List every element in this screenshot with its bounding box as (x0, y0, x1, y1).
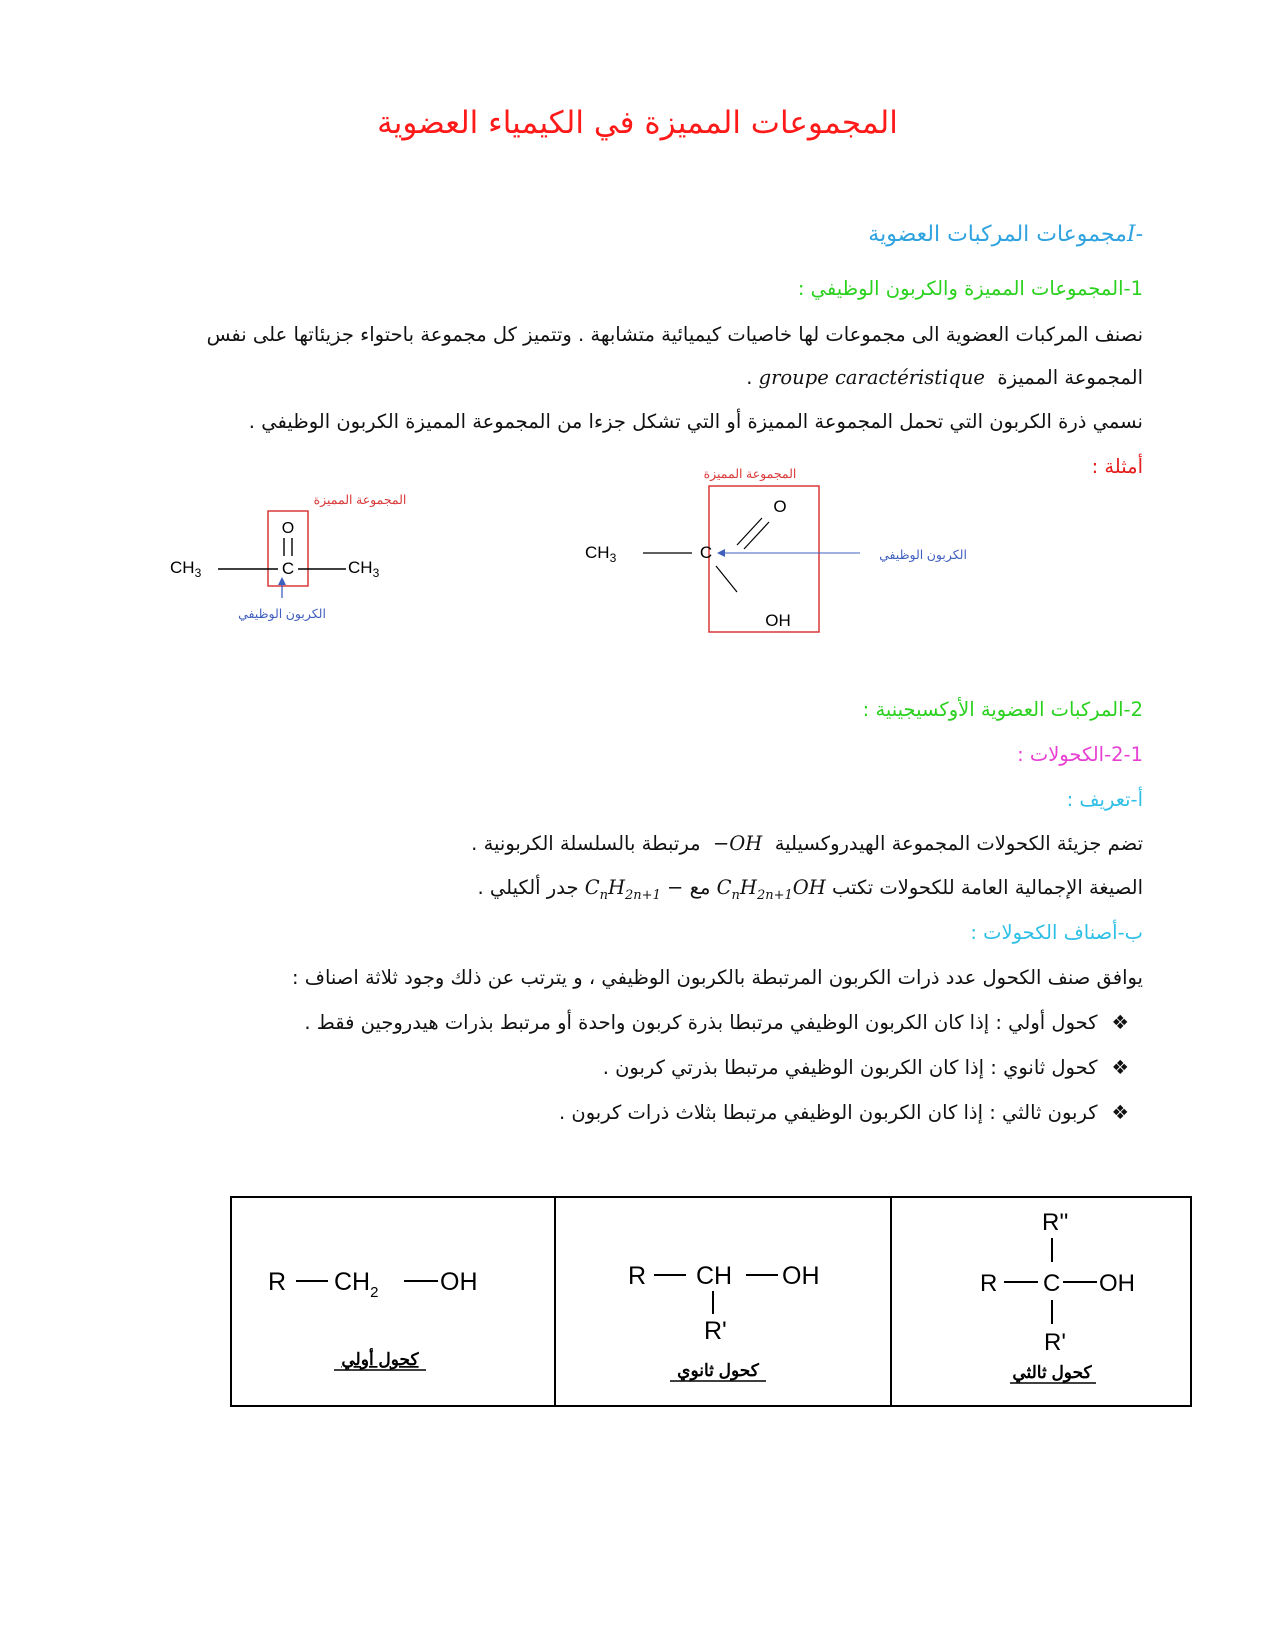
classes-intro: يوافق صنف الكحول عدد ذرات الكربون المرتبطة بالكربون الوظيفي ، و يترتب عن ذلك وجود ثلاثة اصناف : (291, 966, 1143, 989)
atom-oh: OH (440, 1268, 478, 1296)
alcohol-formula: $C_nH_{2n+1}OH$ (716, 876, 826, 903)
carbon-arrow-head (717, 549, 725, 557)
cell-tertiary-alcohol (892, 1198, 1190, 1405)
definition-text: تضم جزيئة الكحولات المجموعة الهيدروكسيلية −OH مرتبطة بالسلسلة الكربونية . (471, 832, 1143, 855)
page-title: المجموعات المميزة في الكيمياء العضوية (377, 105, 898, 141)
paragraph-1-end: . (746, 366, 753, 389)
group-term-ar: المجموعة المميزة (997, 366, 1143, 389)
diamond-bullet-icon: ❖ (1111, 1056, 1129, 1079)
figure-right-group-label: المجموعة المميزة (703, 467, 797, 481)
atom-r: R (980, 1270, 998, 1297)
section-1-heading-text: مجموعات المركبات العضوية (868, 222, 1127, 247)
atom-r-prime: R' (1044, 1329, 1066, 1356)
atom-r-double-prime: R'' (1042, 1209, 1069, 1236)
atom-ch: CH (696, 1262, 733, 1290)
alcohols-heading: 2-1-الكحولات : (1017, 743, 1143, 766)
examples-label: أمثلة : (1091, 455, 1143, 478)
atom-ch3: $CH_3$ (585, 543, 617, 565)
paragraph-2: نسمي ذرة الكربون التي تحمل المجموعة المميزة أو التي تشكل جزءا من المجموعة المميزة الكربون الوظيفي . (248, 410, 1143, 433)
figure-right-carbon-label: الكربون الوظيفي (879, 548, 967, 562)
atom-ch3-left: $CH_3$ (170, 558, 202, 580)
atom-oh: OH (1099, 1270, 1135, 1297)
classes-label: ب-أصناف الكحولات : (970, 921, 1143, 944)
bullet-primary: ❖كحول أولي : إذا كان الكربون الوظيفي مرتبطا بذرة كربون واحدة أو مرتبط بذرات هيدروجين فقط . (304, 1011, 1129, 1034)
cell-secondary-alcohol (556, 1198, 892, 1405)
diamond-bullet-icon: ❖ (1111, 1101, 1129, 1124)
atom-ch2: $CH_2$ (334, 1268, 379, 1301)
section-1-heading (140, 222, 1143, 247)
secondary-alcohol-structure (556, 1198, 890, 1405)
section-2-heading: 2-المركبات العضوية الأوكسيجينية : (862, 698, 1143, 721)
group-term-fr: groupe caractéristique (758, 366, 985, 389)
figure-left-group-label: المجموعة المميزة (313, 493, 407, 507)
double-bond-line-1 (737, 518, 762, 545)
atom-carbon: C (281, 559, 295, 578)
caption-tertiary: كحول ثالثي (1012, 1363, 1092, 1382)
atom-r-prime: R' (704, 1317, 727, 1345)
diamond-bullet-icon: ❖ (1111, 1011, 1129, 1034)
carbon-arrow-head (278, 577, 286, 585)
subsection-1-heading: 1-المجموعات المميزة والكربون الوظيفي : (797, 277, 1143, 300)
primary-alcohol-structure (232, 1198, 554, 1405)
double-bond-line-2 (744, 522, 769, 549)
general-formula-text: الصيغة الإجمالية العامة للكحولات تكتب $C_nH_{2n+1}OH$ مع $C_nH_{2n+1}$ − جدر ألكيلي . (477, 876, 1143, 903)
paragraph-1-line-2 (140, 366, 1143, 389)
tertiary-alcohol-structure (892, 1198, 1188, 1405)
bond-oh (716, 566, 737, 592)
atom-oh: OH (765, 611, 791, 630)
alcohol-classes-table (230, 1196, 1192, 1407)
atom-r: R (628, 1262, 647, 1290)
definition-label: أ-تعريف : (1066, 788, 1143, 811)
atom-oxygen: O (281, 520, 295, 537)
figure-ketone (170, 488, 410, 628)
atom-c: C (1043, 1270, 1061, 1297)
cell-primary-alcohol (232, 1198, 556, 1405)
atom-carbon: C (699, 543, 713, 562)
caption-primary: كحول أولي (341, 1350, 419, 1369)
atom-oh: OH (782, 1262, 820, 1290)
atom-oxygen: O (773, 497, 787, 516)
hydroxyl-formula: −OH (712, 832, 763, 855)
bullet-tertiary: ❖كربون ثالثي : إذا كان الكربون الوظيفي مرتبطا بثلاث ذرات كربون . (559, 1101, 1129, 1124)
alkyl-radical-formula: $C_nH_{2n+1}$ − (584, 876, 684, 903)
section-1-number: I- (1126, 222, 1143, 247)
figure-carboxylic-acid (585, 462, 1005, 642)
characteristic-group-box (709, 486, 819, 632)
figure-left-carbon-label: الكربون الوظيفي (238, 607, 326, 621)
atom-ch3-right: $CH_3$ (348, 558, 380, 580)
caption-secondary: كحول ثانوي (677, 1361, 759, 1380)
bullet-secondary: ❖كحول ثانوي : إذا كان الكربون الوظيفي مرتبطا بذرتي كربون . (602, 1056, 1129, 1079)
paragraph-1-line-1: نصنف المركبات العضوية الى مجموعات لها خاصيات كيميائية متشابهة . وتتميز كل مجموعة باحتواء جزيئاتها على نفس (206, 323, 1143, 346)
atom-r: R (268, 1268, 287, 1296)
